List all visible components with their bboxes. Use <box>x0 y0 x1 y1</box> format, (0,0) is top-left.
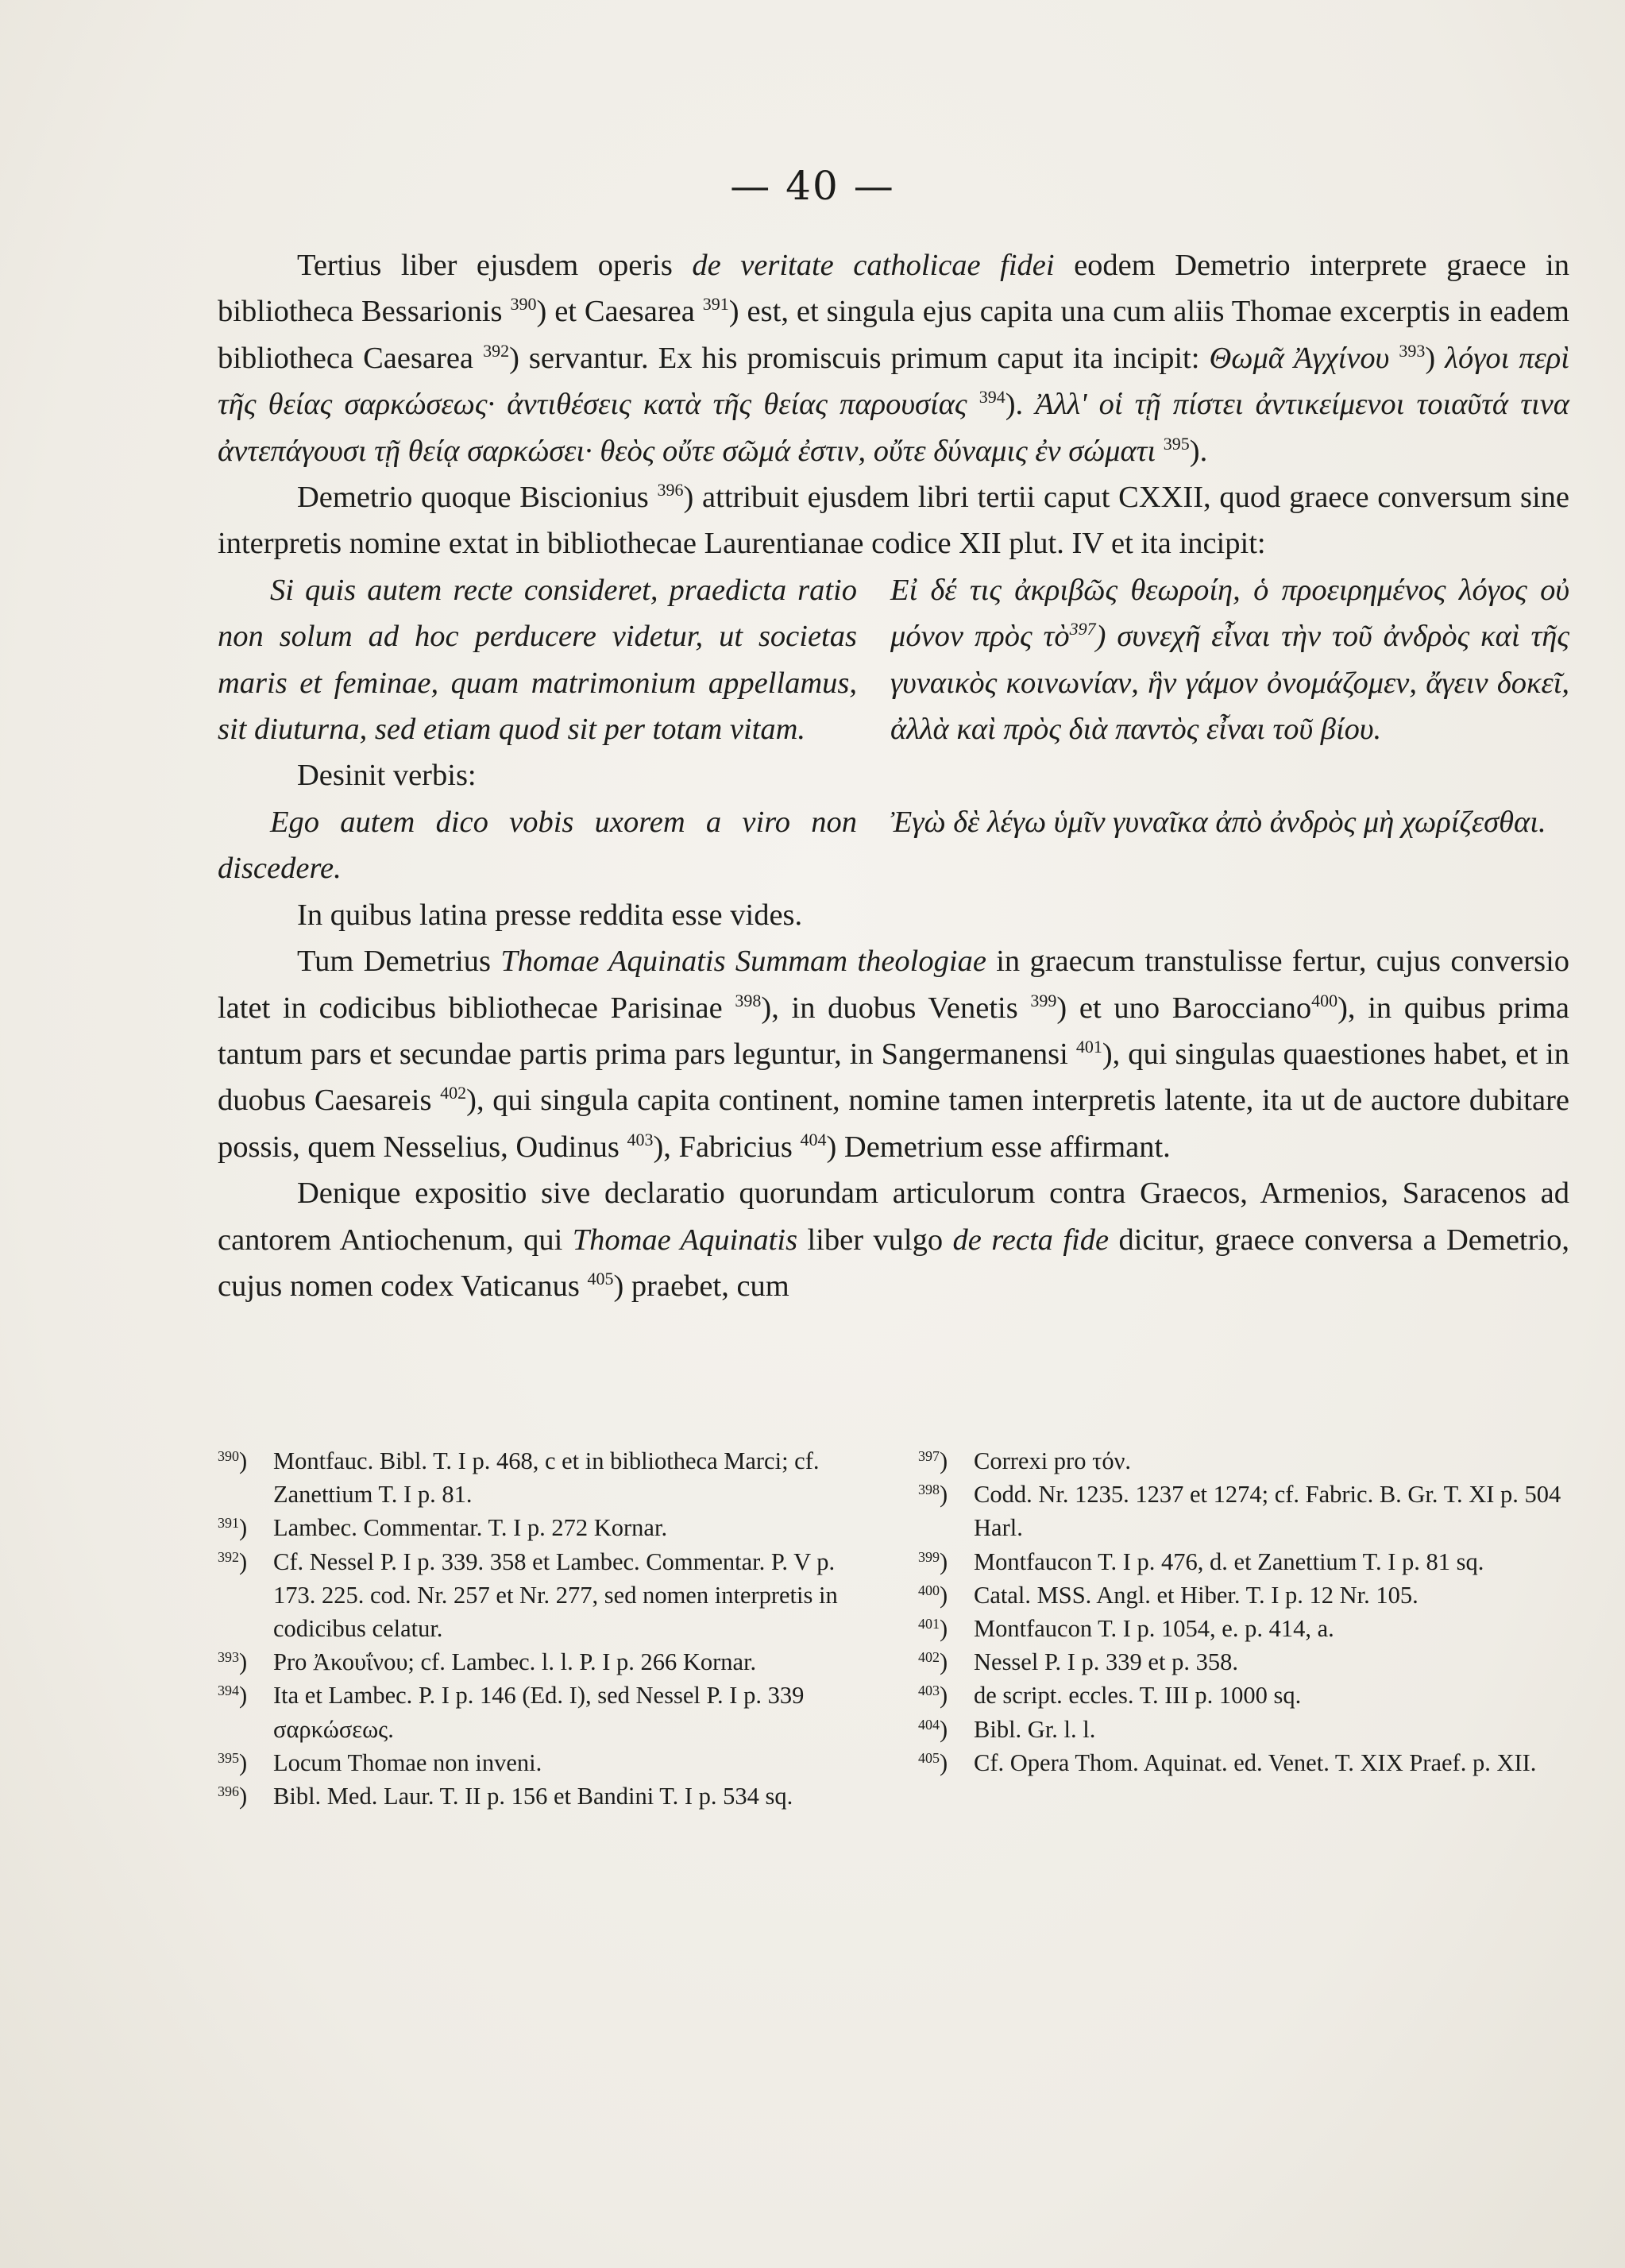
footnote-number: 392 <box>218 1548 239 1565</box>
text: ), qui singulas quaestiones habet, et in duobus Caesareis <box>218 1037 1569 1118</box>
footnote-number: 398 <box>918 1482 940 1498</box>
text: Tertius liber ejusdem operis <box>297 249 693 282</box>
text: Denique expositio sive declaratio quorundam articulorum contra Graecos, Armenios, Saracenos ad cantorem Antiochenum, qui <box>218 1177 1569 1257</box>
footnote-ref: 395 <box>1163 433 1190 454</box>
footnote-text: Ita et Lambec. P. I p. 146 (Ed. I), sed Nessel P. I p. 339 σαρκώσεως. <box>273 1682 805 1743</box>
text <box>1156 435 1164 468</box>
footnote-text: Montfaucon T. I p. 476, d. et Zanettium T. I p. 81 sq. <box>974 1547 1484 1575</box>
text: ) Demetrium esse affirmant. <box>826 1130 1171 1164</box>
footnote: $^{404}$) Bibl. Gr. l. l. <box>918 1713 1569 1746</box>
work-title: Thomae Aquinatis Summam theologiae <box>500 945 986 979</box>
footnote: $^{399}$) Montfaucon T. I p. 476, d. et Zanettium T. I p. 81 sq. <box>918 1545 1569 1578</box>
text: ). <box>1189 434 1208 468</box>
greek-text: Ἀλλ' οἱ τῇ πίστει ἀντικείμενοι τοιαῦτά τινα ἀντεπάγουσι τῇ θείᾳ σαρκώσει· θεὸς οὔτε σῶμά ἐστιν, οὔτε δύναμις ἐν σώματι <box>218 388 1570 468</box>
footnote: $^{398}$) Codd. Nr. 1235. 1237 et 1274; cf. Fabric. B. Gr. T. XI p. 504 Harl. <box>918 1478 1569 1544</box>
footnote-ref: 401 <box>1075 1036 1102 1057</box>
paragraph-5 <box>218 1170 1569 1309</box>
paragraph-3: In quibus latina presse reddita esse vides. <box>297 898 803 932</box>
footnote-number: 400 <box>918 1582 940 1598</box>
footnote-text: Pro Ἀκουΐνου; cf. Lambec. l. l. P. I p. 266 Kornar. <box>273 1648 757 1676</box>
footnote-number: 393 <box>218 1649 239 1666</box>
footnote: $^{392}$) Cf. Nessel P. I p. 339. 358 et Lambec. Commentar. P. V p. 173. 225. cod. Nr. 257 et Nr. 277, sed nomen interpretis in codicibus celatur. <box>218 1545 869 1646</box>
page-number: — 40 — <box>730 163 895 209</box>
text: ) servantur. Ex his promiscuis primum caput ita incipit: <box>509 341 1210 375</box>
footnote-text: Cf. Nessel P. I p. 339. 358 et Lambec. Commentar. P. V p. 173. 225. cod. Nr. 257 et Nr. 277, sed nomen interpretis in codicibus celatur. <box>273 1547 838 1643</box>
text: ) praebet, cum <box>613 1269 789 1303</box>
text: ) et Caesarea <box>536 295 703 329</box>
footnote-text: Codd. Nr. 1235. 1237 et 1274; cf. Fabric. B. Gr. T. XI p. 504 Harl. <box>974 1481 1561 1542</box>
footnote-ref: 403 <box>627 1129 654 1149</box>
work-title: Thomae Aquinatis <box>572 1223 798 1257</box>
footnote-text: Cf. Opera Thom. Aquinat. ed. Venet. T. XIX Praef. p. XII. <box>974 1748 1537 1776</box>
footnote-ref: 397 <box>1069 619 1096 639</box>
latin-ending: Ego autem dico vobis uxorem a viro non discedere. <box>218 805 857 886</box>
parallel-quote <box>218 567 1569 753</box>
footnotes-right <box>918 1444 1569 1813</box>
text: ) et uno Barocciano <box>1056 991 1312 1025</box>
paragraph-2 <box>218 474 1569 567</box>
footnote: $^{403}$) de script. eccles. T. III p. 1000 sq. <box>918 1679 1569 1712</box>
text: ), Fabricius <box>653 1130 801 1164</box>
footnote: $^{397}$) Correxi pro τόν. <box>918 1444 1569 1478</box>
footnote-ref: 402 <box>440 1083 467 1103</box>
text: liber vulgo <box>797 1223 953 1257</box>
footnote: $^{396}$) Bibl. Med. Laur. T. II p. 156 et Bandini T. I p. 534 sq. <box>218 1779 869 1813</box>
greek-quote <box>890 567 1569 753</box>
text <box>967 388 979 421</box>
footnote: $^{391}$) Lambec. Commentar. T. I p. 272 Kornar. <box>218 1511 869 1544</box>
greek-ending: Ἐγὼ δὲ λέγω ὑμῖν γυναῖκα ἀπὸ ἀνδρὸς μὴ χωρίζεσθαι. <box>890 805 1546 839</box>
footnote-text: Locum Thomae non inveni. <box>273 1748 542 1776</box>
footnote: $^{394}$) Ita et Lambec. P. I p. 146 (Ed. I), sed Nessel P. I p. 339 σαρκώσεως. <box>218 1679 869 1745</box>
footnote-ref: 396 <box>657 480 684 500</box>
text: dicitur, graece conversa a Demetrio, cujus nomen codex Vaticanus <box>218 1223 1570 1303</box>
text: Tum Demetrius <box>297 945 501 979</box>
footnote-number: 391 <box>218 1515 239 1532</box>
text: ). <box>1005 388 1036 422</box>
footnote: $^{402}$) Nessel P. I p. 339 et p. 358. <box>918 1645 1569 1679</box>
footnote-text: Montfauc. Bibl. T. I p. 468, c et in bibliotheca Marci; cf. Zanettium T. I p. 81. <box>273 1447 820 1509</box>
footnote-number: 402 <box>918 1649 940 1666</box>
footnote-ref: 394 <box>978 387 1005 408</box>
greek-text: λόγοι περὶ τῆς θείας σαρκώσεως· ἀντιθέσεις κατὰ τῆς θείας παρουσίας <box>218 341 1569 422</box>
text: Demetrio quoque Biscionius <box>297 481 658 515</box>
footnote-ref: 405 <box>587 1268 614 1289</box>
paragraph-1 <box>218 242 1569 474</box>
text: ) <box>1425 341 1446 375</box>
footnote: $^{401}$) Montfaucon T. I p. 1054, e. p. 414, a. <box>918 1612 1569 1645</box>
footnote-number: 405 <box>918 1749 940 1766</box>
footnote-number: 390 <box>218 1448 239 1464</box>
footnote-number: 399 <box>918 1548 940 1565</box>
footnotes-left <box>218 1444 869 1813</box>
footnote: $^{405}$) Cf. Opera Thom. Aquinat. ed. Venet. T. XIX Praef. p. XII. <box>918 1746 1569 1779</box>
footnote-text: Lambec. Commentar. T. I p. 272 Kornar. <box>273 1514 668 1542</box>
footnote: $^{393}$) Pro Ἀκουΐνου; cf. Lambec. l. l. P. I p. 266 Kornar. <box>218 1645 869 1679</box>
text: ) attribuit ejusdem libri tertii caput CXXII, quod graece conversum sine interpretis nomine extat in bibliothecae Laurentianae codice XII plut. IV et ita incipit: <box>218 481 1569 561</box>
footnote-ref: 391 <box>702 294 729 315</box>
work-title: de recta fide <box>952 1223 1110 1257</box>
footnote-number: 394 <box>218 1683 239 1699</box>
main-text <box>218 242 1569 1309</box>
footnotes <box>218 1444 1569 1813</box>
footnote-text: Correxi pro τόν. <box>974 1447 1131 1474</box>
footnote-text: Catal. MSS. Angl. et Hiber. T. I p. 12 Nr. 105. <box>974 1581 1418 1609</box>
text: in graecum transtulisse fertur, cujus conversio latet in codicibus bibliothecae Parisinae <box>218 945 1570 1025</box>
parallel-ending <box>218 799 1569 892</box>
text: ), qui singula capita continent, nomine tamen interpretis latente, ita ut de auctore dubitare possis, quem Nesselius, Oudinus <box>218 1084 1569 1164</box>
footnote-text: Nessel P. I p. 339 et p. 358. <box>974 1648 1238 1676</box>
footnote-number: 401 <box>918 1616 940 1632</box>
footnote-ref: 392 <box>483 340 510 361</box>
footnote: $^{395}$) Locum Thomae non inveni. <box>218 1746 869 1779</box>
footnote-number: 397 <box>918 1448 940 1464</box>
greek-text: Θωμᾶ Ἀγχίνου <box>1209 341 1390 375</box>
footnote-number: 395 <box>218 1749 239 1766</box>
latin-quote: Si quis autem recte consideret, praedicta ratio non solum ad hoc perducere videtur, ut societas maris et feminae, quam matrimonium appellamus, sit diuturna, sed etiam quod sit per totam vitam. <box>218 573 857 747</box>
footnote-ref: 398 <box>735 990 762 1010</box>
text: Εἰ δέ τις ἀκριβῶς θεωροίη, ὁ προειρημένος λόγος οὐ μόνον πρὸς τὸ <box>890 573 1569 654</box>
text <box>1389 342 1399 375</box>
text: ), in duobus Venetis <box>761 991 1031 1025</box>
footnote-ref: 390 <box>510 294 537 315</box>
footnote-number: 396 <box>218 1783 239 1800</box>
footnote-ref: 399 <box>1030 990 1057 1010</box>
footnote-number: 404 <box>918 1716 940 1733</box>
footnote-number: 403 <box>918 1683 940 1699</box>
paragraph-4 <box>218 938 1569 1170</box>
footnote-text: de script. eccles. T. III p. 1000 sq. <box>974 1682 1302 1710</box>
footnote-text: Bibl. Gr. l. l. <box>974 1715 1096 1743</box>
footnote-ref: 400 <box>1311 990 1338 1010</box>
footnote: $^{390}$) Montfauc. Bibl. T. I p. 468, c et in bibliotheca Marci; cf. Zanettium T. I p. 81. <box>218 1444 869 1511</box>
text: ) συνεχῆ εἶναι τὴν τοῦ ἀνδρὸς καὶ τῆς γυναικὸς κοινωνίαν, ἣν γάμον ὀνομάζομεν, ἄγειν δοκεῖ, ἀλλὰ καὶ πρὸς διὰ παντὸς εἶναι τοῦ βίου. <box>890 620 1570 747</box>
text: ) est, et singula ejus capita una cum aliis Thomae excerptis in eadem bibliotheca Caesarea <box>218 295 1570 375</box>
work-title: de veritate catholicae fidei <box>692 249 1055 282</box>
footnote-text: Montfaucon T. I p. 1054, e. p. 414, a. <box>974 1615 1334 1643</box>
text: ), in quibus prima tantum pars et secundae partis prima pars leguntur, in Sangermanensi <box>218 991 1569 1071</box>
footnote-text: Bibl. Med. Laur. T. II p. 156 et Bandini T. I p. 534 sq. <box>273 1783 793 1810</box>
text: eodem Demetrio interprete graece in bibliotheca Bessarionis <box>218 249 1569 329</box>
footnote-ref: 404 <box>800 1129 827 1149</box>
footnote: $^{400}$) Catal. MSS. Angl. et Hiber. T. I p. 12 Nr. 105. <box>918 1578 1569 1612</box>
footnote-ref: 393 <box>1399 340 1426 361</box>
desinit-label: Desinit verbis: <box>297 759 477 793</box>
